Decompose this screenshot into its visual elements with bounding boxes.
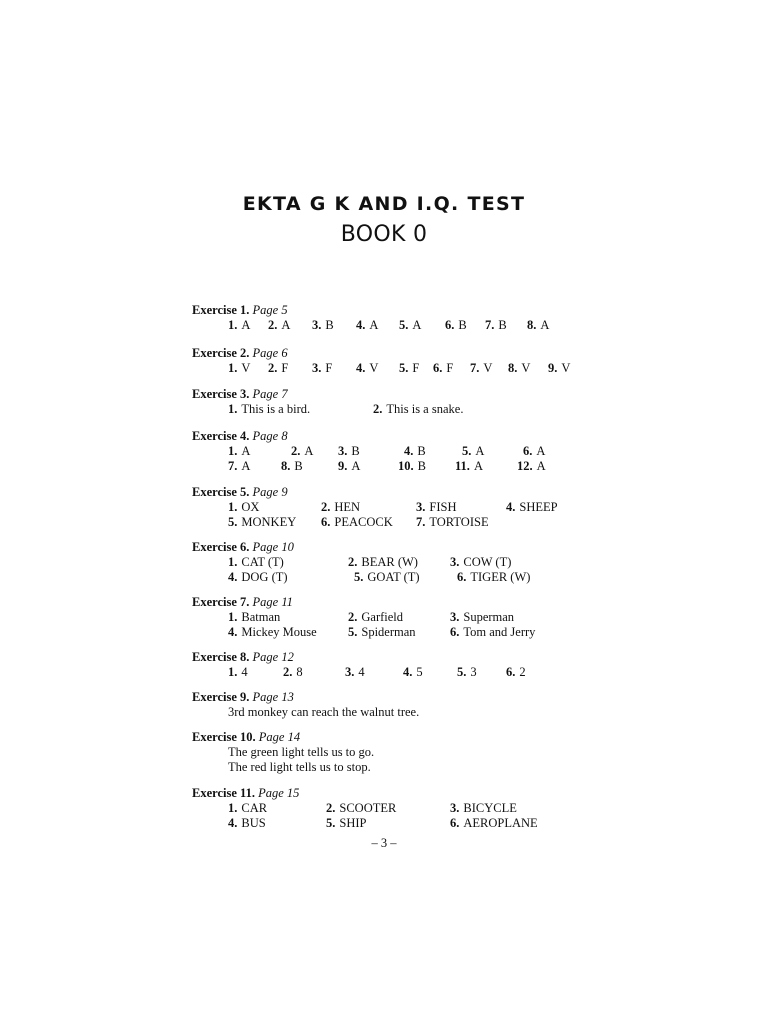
answer-value: A: [241, 459, 251, 473]
answer-value: This is a bird.: [241, 402, 311, 416]
answer-value: A: [473, 459, 483, 473]
answer-item: [338, 459, 360, 474]
answer-value: SHIP: [339, 816, 367, 830]
answer-number: 11.: [455, 459, 470, 473]
answer-number: 4.: [228, 625, 238, 639]
answer-value: BEAR (W): [361, 555, 418, 569]
answer-item: [404, 444, 426, 459]
answer-number: 5.: [399, 361, 409, 375]
answer-value: B: [458, 318, 467, 332]
answer-row: [228, 625, 536, 640]
answer-item: [470, 361, 492, 376]
exercise-page-ref: Page 13: [252, 690, 294, 704]
answer-number: 1.: [228, 665, 238, 679]
answer-item: [450, 816, 538, 831]
answer-item: [450, 610, 514, 625]
answer-value: GOAT (T): [367, 570, 420, 584]
answer-item: [312, 318, 334, 333]
exercise-label: Exercise 2.: [192, 346, 250, 360]
answer-item: [455, 459, 483, 474]
answer-item: [450, 801, 517, 816]
exercise-3: [192, 387, 464, 417]
answer-item: [228, 500, 259, 515]
answer-item: [228, 570, 288, 585]
answer-value: CAT (T): [241, 555, 284, 569]
answer-value: B: [351, 444, 360, 458]
answer-number: 6.: [506, 665, 516, 679]
answer-value: Garfield: [361, 610, 404, 624]
answer-number: 1.: [228, 500, 238, 514]
answer-value: MONKEY: [241, 515, 297, 529]
answer-row: [228, 610, 515, 625]
answer-value: A: [540, 318, 550, 332]
answer-value: A: [241, 444, 251, 458]
exercise-label: Exercise 11.: [192, 786, 255, 800]
page-number: – 3 –: [371, 836, 397, 850]
exercise-heading: [192, 786, 299, 801]
answer-number: 4.: [506, 500, 516, 514]
answer-number: 5.: [457, 665, 467, 679]
exercise-heading: [192, 485, 288, 500]
answer-value: V: [241, 361, 251, 375]
answer-value: COW (T): [463, 555, 512, 569]
exercise-4: [192, 429, 546, 474]
answer-value: 4: [241, 665, 248, 679]
answer-number: 2.: [348, 610, 358, 624]
answer-item: [228, 402, 310, 417]
answer-value: B: [325, 318, 334, 332]
answer-number: 4.: [403, 665, 413, 679]
answer-number: 3.: [450, 555, 460, 569]
answer-sentence: The green light tells us to go.: [228, 745, 375, 759]
answer-item: [228, 515, 296, 530]
answer-number: 3.: [312, 318, 322, 332]
answer-number: 9.: [338, 459, 348, 473]
answer-item: [228, 625, 317, 640]
exercise-page-ref: Page 8: [252, 429, 288, 443]
answer-row: [228, 361, 571, 376]
answer-sentence: 3rd monkey can reach the walnut tree.: [228, 705, 420, 719]
answer-number: 7.: [416, 515, 426, 529]
exercise-6: [192, 540, 531, 585]
exercise-10: [192, 730, 374, 775]
answer-number: 6.: [445, 318, 455, 332]
answer-number: 1.: [228, 361, 238, 375]
exercise-heading: [192, 690, 419, 705]
answer-value: A: [304, 444, 314, 458]
answer-number: 3.: [450, 610, 460, 624]
answer-value: 4: [358, 665, 365, 679]
answer-value: V: [521, 361, 531, 375]
answer-value: V: [369, 361, 379, 375]
answer-value: TORTOISE: [429, 515, 489, 529]
answer-item: [416, 515, 489, 530]
answer-value: Superman: [463, 610, 515, 624]
answer-value: B: [417, 459, 426, 473]
answer-value: A: [281, 318, 291, 332]
exercise-page-ref: Page 14: [258, 730, 301, 744]
exercise-9: [192, 690, 419, 720]
answer-number: 2.: [321, 500, 331, 514]
answer-item: [348, 625, 416, 640]
answer-number: 12.: [517, 459, 533, 473]
answer-item: [399, 361, 419, 376]
exercise-page-ref: Page 15: [258, 786, 300, 800]
answer-number: 2.: [268, 361, 278, 375]
exercise-heading: [192, 303, 288, 318]
answer-row: [228, 515, 489, 530]
answer-item: [228, 444, 250, 459]
answer-row: [228, 801, 517, 816]
exercise-page-ref: Page 12: [252, 650, 294, 664]
answer-number: 1.: [228, 555, 238, 569]
answer-value: FISH: [429, 500, 457, 514]
answer-number: 1.: [228, 402, 238, 416]
answer-number: 5.: [326, 816, 336, 830]
answer-item: [228, 459, 250, 474]
answer-row: [228, 402, 464, 417]
answer-value: CAR: [241, 801, 268, 815]
answer-number: 5.: [354, 570, 364, 584]
answer-value: F: [446, 361, 454, 375]
answer-item: [548, 361, 570, 376]
answer-number: 5.: [348, 625, 358, 639]
answer-value: B: [294, 459, 303, 473]
answer-item: [457, 570, 530, 585]
answer-value: A: [475, 444, 485, 458]
answer-value: SCOOTER: [339, 801, 397, 815]
answer-item: [508, 361, 530, 376]
answer-value: B: [498, 318, 507, 332]
answer-item: [445, 318, 467, 333]
exercise-label: Exercise 3.: [192, 387, 250, 401]
answer-value: HEN: [334, 500, 361, 514]
answer-item: [312, 361, 332, 376]
answer-item: [348, 555, 418, 570]
answer-value: TIGER (W): [470, 570, 531, 584]
answer-number: 2.: [373, 402, 383, 416]
exercise-heading: [192, 650, 294, 665]
answer-row: [228, 500, 558, 515]
exercise-7: [192, 595, 536, 640]
answer-item: [338, 444, 360, 459]
answer-value: A: [412, 318, 422, 332]
answer-value: V: [561, 361, 571, 375]
answer-number: 2.: [291, 444, 301, 458]
exercise-label: Exercise 10.: [192, 730, 256, 744]
answer-item: [345, 665, 365, 680]
answer-value: AEROPLANE: [463, 816, 538, 830]
answer-item: [326, 816, 366, 831]
answer-value: Spiderman: [361, 625, 416, 639]
exercise-label: Exercise 9.: [192, 690, 250, 704]
book-subtitle: BOOK 0: [340, 222, 428, 247]
answer-value: PEACOCK: [334, 515, 393, 529]
answer-row: [228, 816, 538, 831]
answer-number: 1.: [228, 610, 238, 624]
answer-number: 5.: [462, 444, 472, 458]
answer-item: [228, 361, 250, 376]
answer-value: 5: [416, 665, 423, 679]
answer-sentence: The red light tells us to stop.: [228, 760, 371, 774]
answer-row: [228, 555, 512, 570]
answer-number: 6.: [523, 444, 533, 458]
answer-item: [228, 816, 266, 831]
exercise-8: [192, 650, 526, 680]
exercise-1: [192, 303, 550, 333]
answer-item: [403, 665, 423, 680]
answer-item: [228, 610, 280, 625]
answer-item: [485, 318, 507, 333]
answer-item: [356, 318, 378, 333]
answer-value: Batman: [241, 610, 281, 624]
answer-item: [283, 665, 303, 680]
exercise-5: [192, 485, 558, 530]
answer-number: 7.: [485, 318, 495, 332]
exercise-label: Exercise 5.: [192, 485, 250, 499]
answer-number: 5.: [399, 318, 409, 332]
answer-number: 1.: [228, 801, 238, 815]
exercise-page-ref: Page 7: [252, 387, 288, 401]
answer-number: 4.: [356, 361, 366, 375]
exercise-page-ref: Page 5: [252, 303, 288, 317]
exercise-label: Exercise 4.: [192, 429, 250, 443]
answer-value: F: [412, 361, 420, 375]
answer-item: [321, 515, 393, 530]
answer-number: 9.: [548, 361, 558, 375]
answer-number: 3.: [345, 665, 355, 679]
answer-number: 10.: [398, 459, 414, 473]
exercise-2: [192, 346, 571, 376]
answer-number: 8.: [527, 318, 537, 332]
answer-value: F: [281, 361, 289, 375]
exercise-page-ref: Page 6: [252, 346, 288, 360]
answer-value: V: [483, 361, 493, 375]
answer-value: A: [351, 459, 361, 473]
answer-number: 4.: [356, 318, 366, 332]
answer-number: 7.: [470, 361, 480, 375]
answer-item: [527, 318, 549, 333]
exercise-page-ref: Page 11: [252, 595, 293, 609]
answer-number: 4.: [228, 570, 238, 584]
answer-value: A: [369, 318, 379, 332]
answer-number: 1.: [228, 444, 238, 458]
answer-item: [228, 318, 250, 333]
answer-value: Mickey Mouse: [241, 625, 317, 639]
answer-item: [398, 459, 426, 474]
exercise-heading: [192, 387, 288, 402]
exercise-heading: [192, 595, 293, 610]
answer-item: [450, 625, 535, 640]
answer-number: 7.: [228, 459, 238, 473]
answer-item: [523, 444, 545, 459]
answer-value: 3: [470, 665, 477, 679]
exercise-heading: [192, 540, 294, 555]
exercise-page-ref: Page 10: [252, 540, 294, 554]
answer-number: 3.: [338, 444, 348, 458]
answer-value: BICYCLE: [463, 801, 517, 815]
exercise-label: Exercise 7.: [192, 595, 250, 609]
answer-value: 2: [519, 665, 526, 679]
answer-row: [228, 665, 526, 680]
answer-item: [416, 500, 456, 515]
answer-row: [228, 444, 546, 459]
answer-number: 3.: [450, 801, 460, 815]
answer-number: 3.: [416, 500, 426, 514]
answer-number: 1.: [228, 318, 238, 332]
answer-item: [462, 444, 484, 459]
answer-item: [268, 361, 288, 376]
exercise-11: [192, 786, 538, 831]
answer-number: 2.: [326, 801, 336, 815]
answer-item: [356, 361, 378, 376]
answer-item: [228, 801, 267, 816]
answer-number: 6.: [433, 361, 443, 375]
answer-value: SHEEP: [519, 500, 558, 514]
answer-number: 6.: [450, 816, 460, 830]
exercise-heading: [192, 346, 288, 361]
answer-item: [506, 665, 526, 680]
answer-number: 6.: [457, 570, 467, 584]
answer-item: [228, 555, 284, 570]
answer-row: [228, 318, 550, 333]
answer-number: 3.: [312, 361, 322, 375]
answer-item: [228, 665, 248, 680]
answer-row: [228, 570, 531, 585]
answer-value: This is a snake.: [386, 402, 464, 416]
answer-number: 8.: [281, 459, 291, 473]
answer-item: [399, 318, 421, 333]
answer-item: [268, 318, 290, 333]
answer-value: DOG (T): [241, 570, 288, 584]
answer-value: Tom and Jerry: [463, 625, 536, 639]
exercise-heading: [192, 429, 288, 444]
answer-item: [450, 555, 511, 570]
answer-value: A: [241, 318, 251, 332]
answer-value: A: [536, 444, 546, 458]
answer-value: B: [417, 444, 426, 458]
answer-number: 6.: [450, 625, 460, 639]
answer-item: [433, 361, 453, 376]
answer-item: [348, 610, 403, 625]
answer-row: [228, 459, 546, 474]
answer-number: 5.: [228, 515, 238, 529]
exercise-label: Exercise 6.: [192, 540, 250, 554]
answer-value: BUS: [241, 816, 266, 830]
exercise-label: Exercise 8.: [192, 650, 250, 664]
answer-item: [281, 459, 303, 474]
exercise-page-ref: Page 9: [252, 485, 288, 499]
exercise-heading: [192, 730, 374, 745]
answer-number: 8.: [508, 361, 518, 375]
answer-item: [373, 402, 463, 417]
answer-item: [321, 500, 360, 515]
exercise-label: Exercise 1.: [192, 303, 250, 317]
answer-number: 4.: [404, 444, 414, 458]
answer-number: 4.: [228, 816, 238, 830]
answer-number: 2.: [348, 555, 358, 569]
answer-item: [517, 459, 546, 474]
answer-item: [457, 665, 477, 680]
answer-number: 6.: [321, 515, 331, 529]
answer-item: [326, 801, 396, 816]
answer-item: [354, 570, 420, 585]
answer-item: [506, 500, 558, 515]
answer-number: 2.: [268, 318, 278, 332]
answer-value: OX: [241, 500, 260, 514]
answer-value: 8: [296, 665, 303, 679]
answer-value: A: [536, 459, 546, 473]
answer-item: [291, 444, 313, 459]
answer-value: F: [325, 361, 333, 375]
page-title: EKTA G K AND I.Q. TEST: [242, 193, 526, 215]
answer-number: 2.: [283, 665, 293, 679]
